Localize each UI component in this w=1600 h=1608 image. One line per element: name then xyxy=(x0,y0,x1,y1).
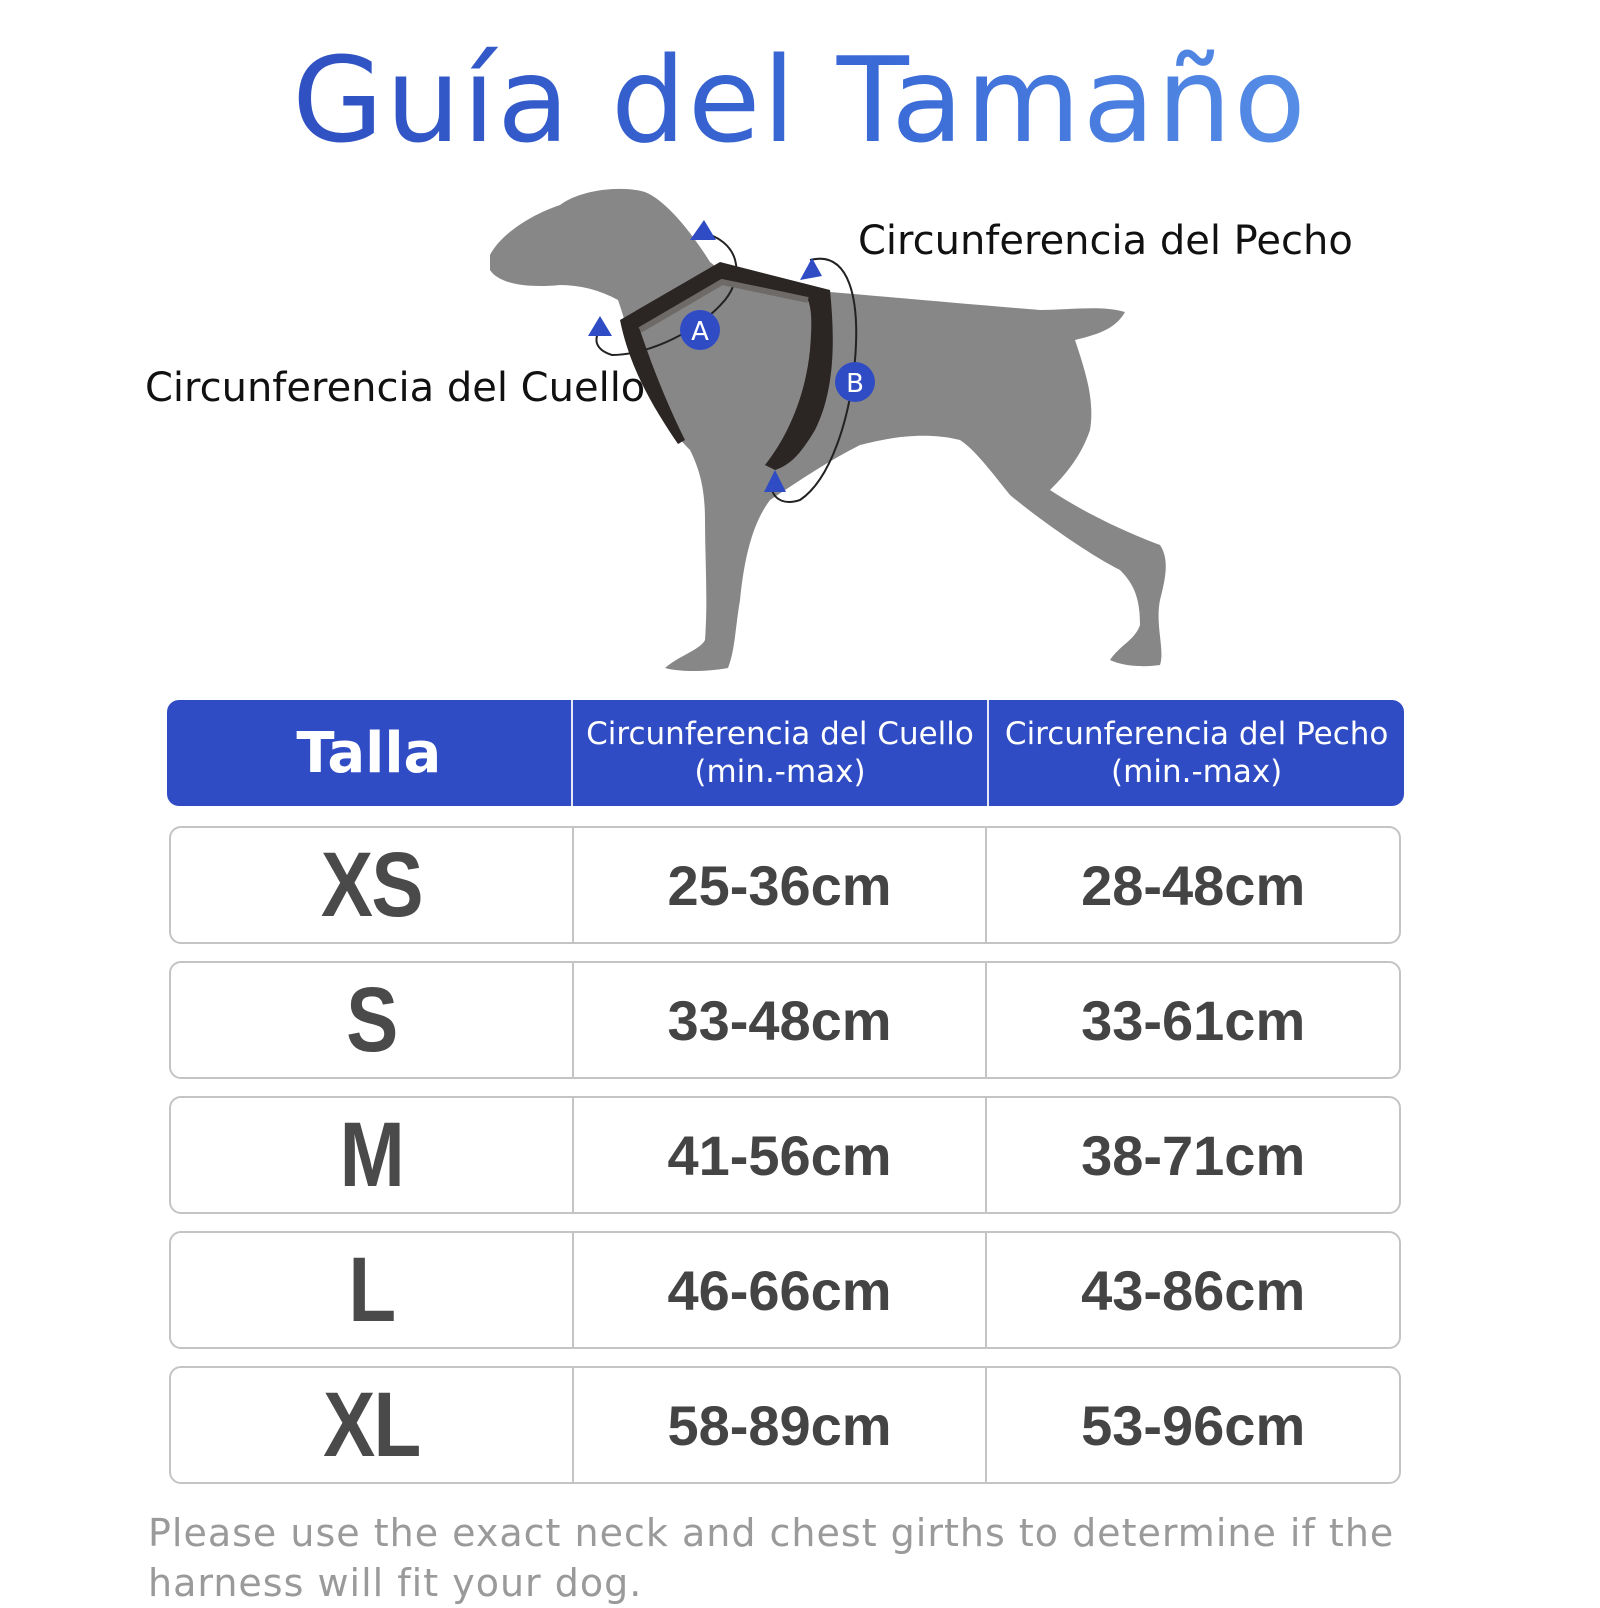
chest-cell: 43-86cm xyxy=(985,1233,1399,1347)
header-chest-range: (min.-max) xyxy=(1111,754,1283,790)
marker-b-label: B xyxy=(846,369,864,399)
header-size: Talla xyxy=(296,720,442,786)
dog-illustration xyxy=(0,170,1600,690)
dog-harness-diagram xyxy=(0,170,1600,690)
size-cell: L xyxy=(348,1238,395,1341)
chest-girth-label: Circunferencia del Pecho xyxy=(858,218,1353,264)
table-row xyxy=(169,826,1401,944)
page-title: Guía del Tamaño xyxy=(0,30,1600,170)
table-row xyxy=(169,1096,1401,1214)
header-neck xyxy=(571,700,988,806)
chest-cell: 53-96cm xyxy=(985,1368,1399,1482)
neck-cell: 58-89cm xyxy=(572,1368,986,1482)
header-neck-range: (min.-max) xyxy=(694,754,866,790)
table-row xyxy=(169,1231,1401,1349)
neck-cell: 25-36cm xyxy=(572,828,986,942)
table-row xyxy=(169,1366,1401,1484)
neck-cell: 41-56cm xyxy=(572,1098,986,1212)
fit-note: Please use the exact neck and chest girths to determine if the harness will fit your dog. xyxy=(148,1511,1395,1605)
table-header xyxy=(167,700,1404,806)
neck-cell: 46-66cm xyxy=(572,1233,986,1347)
chest-cell: 33-61cm xyxy=(985,963,1399,1077)
size-cell: XL xyxy=(323,1373,420,1476)
table-row xyxy=(169,961,1401,1079)
marker-a-label: A xyxy=(691,317,709,347)
header-chest-title: Circunferencia del Pecho xyxy=(1004,716,1389,752)
chest-cell: 28-48cm xyxy=(985,828,1399,942)
chest-cell: 38-71cm xyxy=(985,1098,1399,1212)
size-cell: S xyxy=(346,968,397,1071)
header-neck-title: Circunferencia del Cuello xyxy=(586,716,974,752)
neck-girth-label: Circunferencia del Cuello xyxy=(145,365,646,411)
header-chest xyxy=(987,700,1404,806)
neck-cell: 33-48cm xyxy=(572,963,986,1077)
size-cell: M xyxy=(339,1103,404,1206)
size-cell: XS xyxy=(320,833,422,936)
